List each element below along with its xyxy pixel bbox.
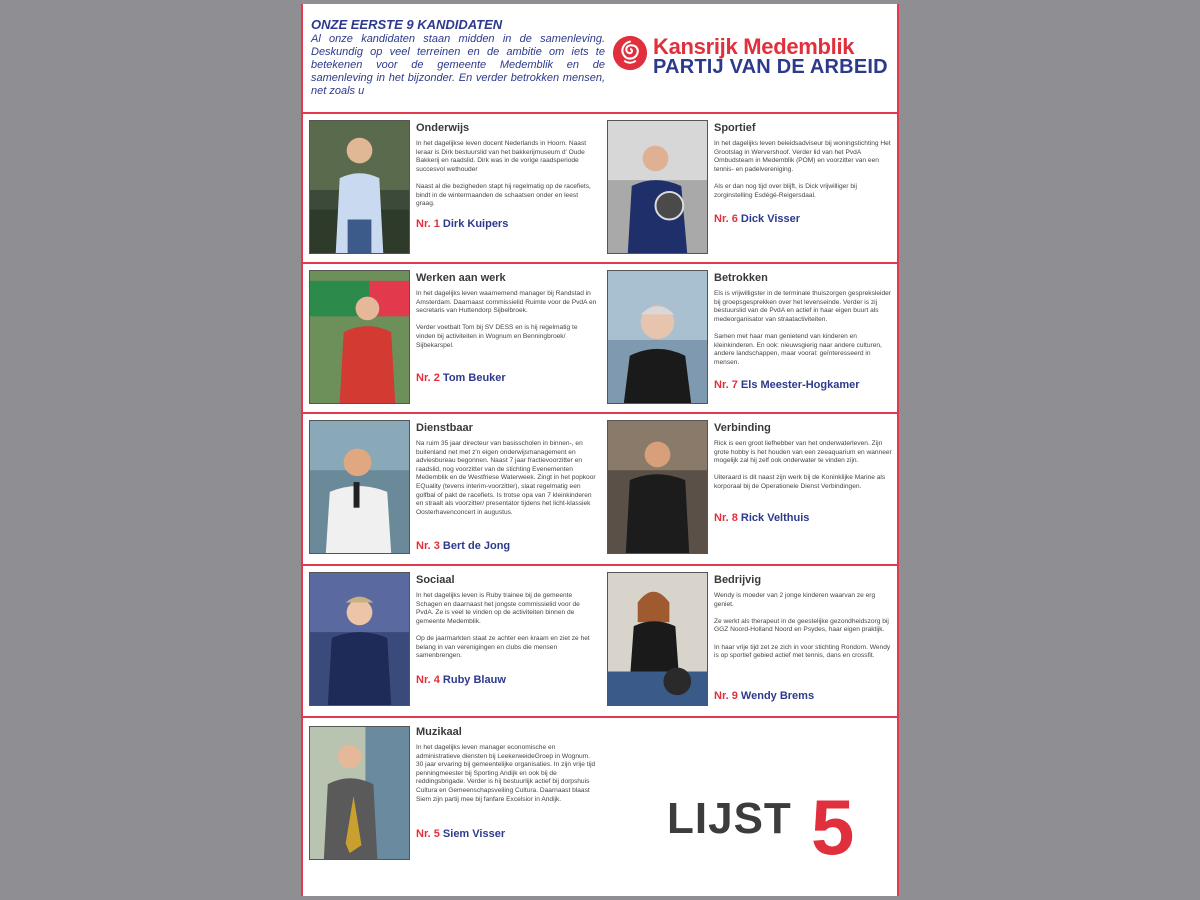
header (303, 4, 897, 114)
candidate-label (416, 828, 505, 840)
candidate-role: Bedrijvig (714, 574, 762, 586)
candidate-text (714, 122, 896, 200)
candidate-photo (607, 270, 708, 404)
candidate-name: Tom Beuker (442, 372, 506, 384)
candidate-card (303, 566, 599, 716)
candidate-bio: In het dagelijks leven manager economische en administratieve diensten bij LeekerweideGroep in Wognum. 30 jaar ervaring bij gemeentelijke organisaties. In zijn vrije tijd penningmeester bij Sporting Andijk en ook bij de reddingsbrigade. Verder is hij bestuurlijk actief bij dorpshuis Cultura en Gemeenschapsveiling Cultura. Daarnaast blaast Siem zijn partij mee bij fanfare Excelsior in Andijk. (416, 744, 596, 803)
logo-subtitle: PARTIJ VAN DE ARBEID (653, 56, 888, 78)
candidate-label (714, 512, 809, 524)
candidate-card (601, 114, 897, 262)
candidate-row (303, 264, 897, 414)
candidate-name: Els Meester-Hogkamer (740, 379, 860, 391)
candidate-name: Siem Visser (442, 828, 506, 840)
candidate-number: Nr. 7 (714, 379, 738, 391)
candidate-bio: Rick is een groot liefhebber van het onderwaterleven. Zijn grote hobby is het houden van een zeeaquarium en wanneer mogelijk zal hij zelf ook onderwater te vinden zijn. Uiteraard is dit naast zijn werk bij de Koninklijke Marine als korporaal bij de Operationele Dienst Verbindingen. (714, 440, 892, 490)
candidate-row (303, 718, 897, 894)
candidate-card (601, 264, 897, 412)
candidate-number: Nr. 4 (416, 674, 440, 686)
candidate-role: Werken aan werk (416, 272, 506, 284)
candidate-row (303, 566, 897, 718)
candidate-photo (607, 572, 708, 706)
candidate-label (416, 674, 506, 686)
candidate-card (303, 114, 599, 262)
candidate-role: Sociaal (416, 574, 455, 586)
candidate-role: Betrokken (714, 272, 768, 284)
candidate-photo (309, 572, 410, 706)
candidate-photo (607, 420, 708, 554)
candidate-card (303, 264, 599, 412)
candidate-number: Nr. 6 (714, 213, 738, 225)
candidate-card (601, 414, 897, 564)
candidate-name: Dirk Kuipers (442, 218, 509, 230)
candidate-label (714, 690, 814, 702)
candidate-number: Nr. 2 (416, 372, 440, 384)
candidate-role: Dienstbaar (416, 422, 473, 434)
candidate-role: Muzikaal (416, 726, 462, 738)
candidate-bio: In het dagelijks leven is Ruby trainee bij de gemeente Schagen en daarnaast het jongste commissielid voor de PvdA. Ze is veel te vinden op de activiteiten binnen de gemeente Medemblik. Op de jaarmarkten staat ze achter een kraam en ziet ze het belang in van verenigingen en clubs die mensen samenbrengen. (416, 592, 590, 660)
list-number: 5 (811, 783, 855, 871)
candidate-name: Rick Velthuis (740, 512, 810, 524)
logo-title: Kansrijk Medemblik (653, 34, 855, 59)
candidate-row (303, 114, 897, 264)
candidate-label (416, 372, 506, 384)
candidate-number: Nr. 8 (714, 512, 738, 524)
candidate-name: Wendy Brems (740, 690, 815, 702)
page-title: ONZE EERSTE 9 KANDIDATEN (311, 17, 503, 32)
flyer-page (301, 4, 899, 896)
candidate-photo (309, 420, 410, 554)
candidate-role: Verbinding (714, 422, 771, 434)
candidate-bio: In het dagelijkse leven docent Nederlands in Hoorn. Naast leraar is Dirk bestuurslid van het bakkerijmuseum d' Oude Bakkerij en raadslid. Dirk was in de vorige raadsperiode succesvol wethouder Naast al die bezigheden stapt hij regelmatig op de racefiets, bindt in de wintermaanden de schaatsen onder en leest graag. (416, 140, 591, 208)
candidate-number: Nr. 9 (714, 690, 738, 702)
candidate-label (714, 379, 860, 391)
candidate-photo (607, 120, 708, 254)
candidate-text (714, 272, 896, 367)
candidate-text (714, 422, 896, 492)
candidate-text (416, 422, 598, 517)
candidate-bio: In het dagelijks leven waarnemend manager bij Randstad in Amsterdam. Daarnaast commissielid Ruimte voor de PvdA en secretaris van Huttendorp Sijbelbroek. Verder voetbalt Tom bij SV DESS en is hij regelmatig te vinden bij activiteiten in Wognum en Benningbroek/ Sijbekarspel. (416, 290, 597, 349)
candidate-name: Ruby Blauw (442, 674, 506, 686)
candidate-photo (309, 120, 410, 254)
list-label: LIJST (667, 794, 792, 843)
candidate-role: Onderwijs (416, 122, 470, 134)
candidate-row (303, 414, 897, 566)
candidate-photo (309, 270, 410, 404)
candidate-text (416, 122, 598, 209)
candidate-card (601, 566, 897, 716)
candidate-name: Bert de Jong (442, 540, 511, 552)
list-block (601, 718, 897, 894)
candidate-label (714, 213, 800, 225)
candidate-text (714, 574, 896, 661)
candidate-text (416, 574, 598, 661)
candidate-bio: Wendy is moeder van 2 jonge kinderen waarvan ze erg geniet. Ze werkt als therapeut in de geestelijke gezondheidszorg bij GGZ Noord-Holland Noord en Psydes, haar eigen praktijk. In haar vrije tijd zet ze zich in voor stichting Rondom. Wendy is op sportief gebied actief met tennis, dans en crossfit. (714, 592, 891, 660)
candidate-bio: Na ruim 35 jaar directeur van basisscholen in binnen-, en buitenland net met z'n eigen onderwijsmanagement en adviesbureau begonnen. Naast 7 jaar fractievoorzitter en raadslid, nog voorzitter van de stichting Evenementen Medemblik en de Westfriese Waterweek. Zingt in het popkoor EQuality (tevens interim-voorzitter), slaat regelmatig een golfbal of pakt de racefiets. Is trotse opa van 7 kleinkinderen en straalt als voorzitter/ presentator tijdens het licht-klassiek Oosterhavenconcert in augustus. (416, 440, 596, 516)
candidate-number: Nr. 3 (416, 540, 440, 552)
candidate-label (416, 540, 510, 552)
candidate-role: Sportief (714, 122, 756, 134)
candidate-bio: Els is vrijwilligster in de terminale thuiszorgen gespreksleider bij groepsgesprekken over het levenseinde. Verder is zij bestuurslid van de PvdA en actief in haar eigen buurt als medeorganisator van straatactiviteiten. Samen met haar man genietend van kinderen en kleinkinderen. En ook: nieuwsgierig naar andere culturen, andere landschappen, maar vooral: geïnteresseerd in mensen. (714, 290, 892, 366)
rose-icon (611, 34, 649, 72)
candidate-number: Nr. 1 (416, 218, 440, 230)
candidate-card (303, 414, 599, 564)
candidate-photo (309, 726, 410, 860)
candidate-text (416, 726, 598, 804)
candidate-text (416, 272, 598, 350)
candidate-number: Nr. 5 (416, 828, 440, 840)
candidate-name: Dick Visser (740, 213, 801, 225)
intro-text: Al onze kandidaten staan midden in de samenleving. Deskundig op veel terreinen en de ambitie om iets te betekenen voor de gemeente Medemblik en de samenleving in het bijzonder. En verder betrokken mensen, net zoals u (311, 33, 605, 97)
candidate-card (303, 718, 599, 894)
candidate-label (416, 218, 508, 230)
party-logo (609, 34, 894, 78)
candidate-bio: In het dagelijks leven beleidsadviseur bij woningstichting Het Grootslag in Wervershoof. Verder lid van het PvdA Ombudsteam in Medemblik (POM) en voorzitter van een tennis- en padelvereniging. Als er dan nog tijd over blijft, is Dick vrijwilliger bij zorginstelling Esdégé-Reigersdaal. (714, 140, 891, 199)
